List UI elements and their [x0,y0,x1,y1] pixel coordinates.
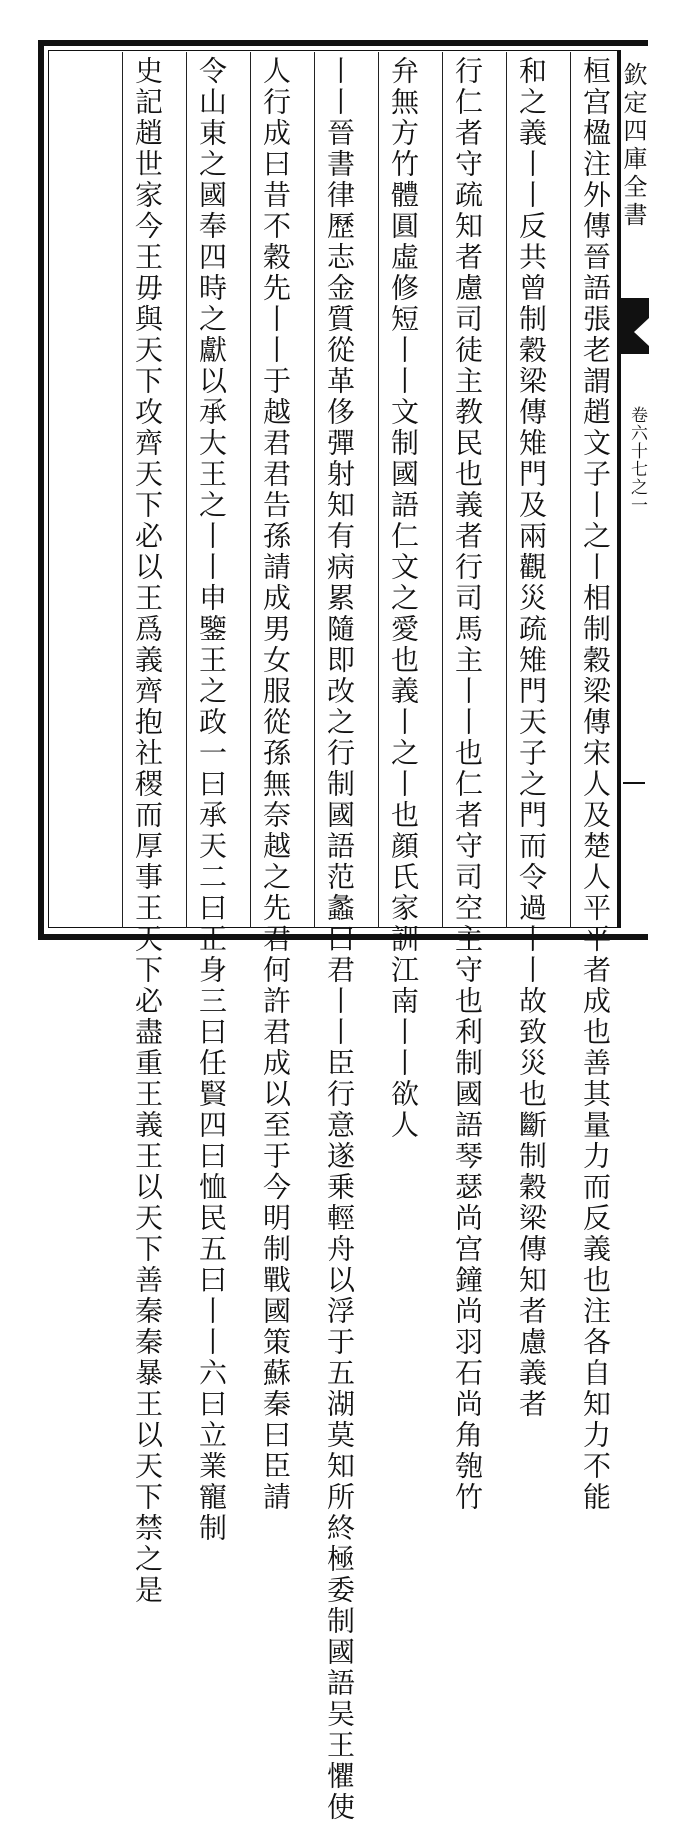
column-rule [378,52,379,928]
column-rule [314,52,315,928]
column-rule [122,52,123,928]
column-rule [442,52,443,928]
column-rule [506,52,507,928]
margin-mark [623,782,645,784]
column-rule [186,52,187,928]
text-column-3: 行仁者守疏知者慮司徒主教民也義者行司馬主丨丨也仁者守司空主守也利制國語琴瑟尚宫鐘尚羽石尚角匏竹 [451,56,484,1513]
column-rule [250,52,251,928]
column-rule [570,52,571,928]
text-column-5: 丨丨晉書律歷志金質從革侈彈射知有病累隨即改之行制國語范蠡曰君丨丨臣行意遂乗輕舟以浮于五湖莫知所終極委制國語吴王懼使 [323,56,356,1823]
text-column-1: 桓宫楹注外傳晉語張老謂趙文子丨之丨相制穀梁傳宋人及楚人平平者成也善其量力而反義也注各自知力不能 [579,56,612,1513]
volume-label: 卷六十七之一 [627,406,647,514]
text-column-7: 令山東之國奉四時之獻以承大王之丨丨申鑒王之政一曰承天二曰正身三曰任賢四曰恤民五曰丨丨六曰立業寵制 [195,56,228,1544]
text-column-2: 和之義丨丨反共曾制穀梁傳雉門及兩觀災疏雉門天子之門而令過丨丨故致災也斷制穀梁傳知者慮義者 [515,56,548,1420]
book-title: 欽定四庫全書 [619,62,647,230]
text-column-8: 史記趙世家今王毋與天下攻齊天下必以王爲義齊抱社稷而厚事王天下必盡重王義王以天下善秦秦暴王以天下禁之是 [131,56,164,1606]
text-column-6: 人行成曰昔不穀先丨丨于越君君告孫請成男女服從孫無奈越之先君何許君成以至于今明制戰國策蘇秦曰臣請 [259,56,292,1513]
text-column-4: 弁無方竹體圓虛修短丨丨文制國語仁文之愛也義丨之丨也顔氏家訓江南丨丨欲人 [387,56,420,1141]
fish-tail-mark [619,298,649,354]
